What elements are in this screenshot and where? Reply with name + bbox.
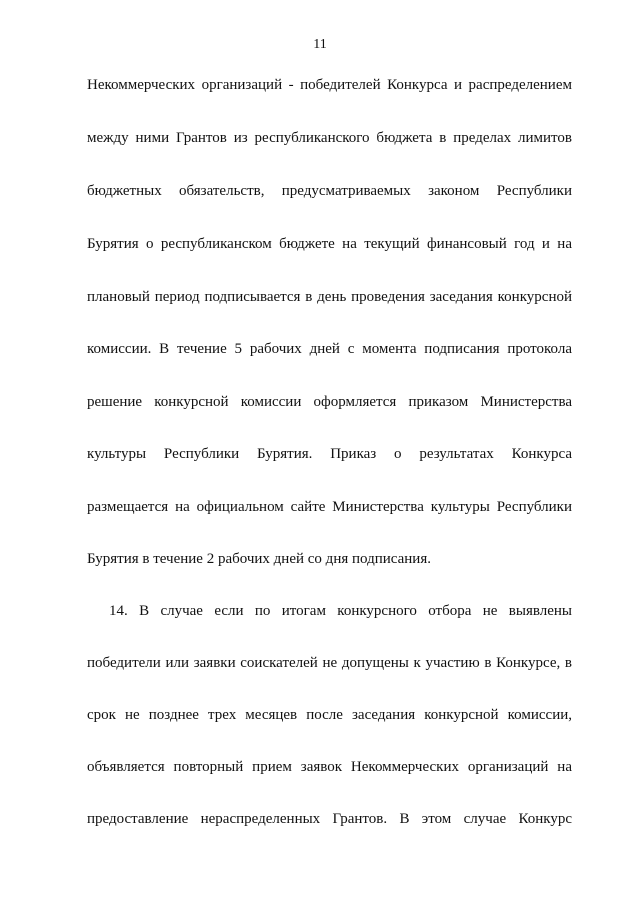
text-line: между ними Грантов из республиканского бюджета в пределах лимитов — [87, 130, 572, 146]
text-line: культуры Республики Бурятия. Приказ о результатах Конкурса — [87, 446, 572, 462]
text-line: срок не позднее трех месяцев после заседания конкурсной комиссии, — [87, 707, 572, 723]
text-line: решение конкурсной комиссии оформляется приказом Министерства — [87, 394, 572, 410]
text-line: объявляется повторный прием заявок Некоммерческих организаций на — [87, 759, 572, 775]
page-number: 11 — [313, 37, 327, 52]
text-line: победители или заявки соискателей не допущены к участию в Конкурсе, в — [87, 655, 572, 671]
text-line: плановый период подписывается в день проведения заседания конкурсной — [87, 289, 572, 305]
text-line: бюджетных обязательств, предусматриваемых законом Республики — [87, 183, 572, 199]
text-line: комиссии. В течение 5 рабочих дней с момента подписания протокола — [87, 341, 572, 357]
paragraph-first-line: 14. В случае если по итогам конкурсного отбора не выявлены — [109, 603, 572, 619]
text-line: размещается на официальном сайте Министерства культуры Республики — [87, 499, 572, 515]
text-line: Бурятия в течение 2 рабочих дней со дня подписания. — [87, 551, 431, 567]
text-line: Бурятия о республиканском бюджете на текущий финансовый год и на — [87, 236, 572, 252]
text-line: Некоммерческих организаций - победителей Конкурса и распределением — [87, 77, 572, 93]
text-line: предоставление нераспределенных Грантов. В этом случае Конкурс — [87, 811, 572, 827]
